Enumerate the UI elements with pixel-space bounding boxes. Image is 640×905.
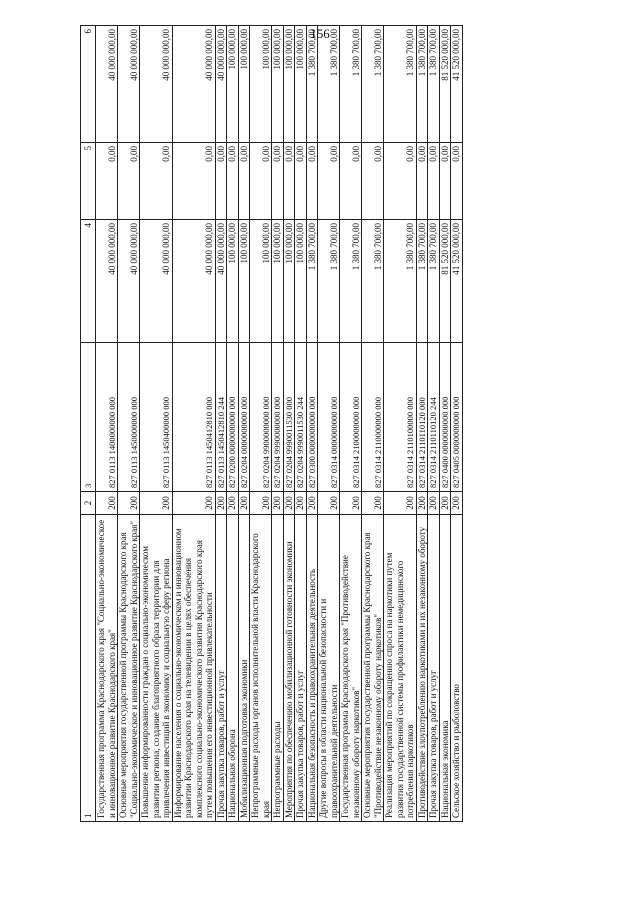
row-value4-cell: 1 380 700,00 bbox=[340, 220, 362, 343]
table-row bbox=[272, 26, 284, 822]
row-value5-cell: 0,00 bbox=[96, 143, 118, 220]
row-name-cell: Государственная программа Краснодарского края "Противодействие незаконному обороту наркотиков" bbox=[340, 515, 362, 822]
row-value6-cell: 1 380 700,00 bbox=[384, 26, 417, 143]
row-value6-cell: 100 000,00 bbox=[250, 26, 272, 143]
table-row bbox=[384, 26, 417, 822]
table-row bbox=[439, 26, 451, 822]
row-value6-cell: 40 000 000,00 bbox=[96, 26, 118, 143]
row-value4-cell: 100 000,00 bbox=[238, 220, 250, 343]
row-col2-cell: 200 bbox=[384, 492, 417, 515]
table-row bbox=[250, 26, 272, 822]
row-value6-cell: 1 380 700,00 bbox=[416, 26, 428, 143]
row-value5-cell: 0,00 bbox=[140, 143, 173, 220]
table-row bbox=[140, 26, 173, 822]
row-value6-cell: 100 000,00 bbox=[283, 26, 295, 143]
row-col2-cell: 200 bbox=[428, 492, 440, 515]
table-row bbox=[428, 26, 440, 822]
table-header-row bbox=[81, 26, 96, 822]
row-code-cell: 827 0113 1450400000 000 bbox=[140, 343, 173, 492]
row-value4-cell: 1 380 700,00 bbox=[428, 220, 440, 343]
table-row bbox=[238, 26, 250, 822]
row-col2-cell: 200 bbox=[96, 492, 118, 515]
row-code-cell: 827 0204 9990011530 000 bbox=[283, 343, 295, 492]
row-name-cell: Основные мероприятия государственной программы Краснодарского края "Противодействие незаконному обороту наркотиков" bbox=[362, 515, 384, 822]
row-name-cell: Национальная безопасность и правоохранительная деятельность bbox=[306, 515, 318, 822]
row-col2-cell: 200 bbox=[140, 492, 173, 515]
row-value4-cell: 100 000,00 bbox=[250, 220, 272, 343]
row-value4-cell: 81 520 000,00 bbox=[439, 220, 451, 343]
row-name-cell: Прочая закупка товаров, работ и услуг bbox=[428, 515, 440, 822]
row-value4-cell: 41 520 000,00 bbox=[451, 220, 463, 343]
row-value4-cell: 40 000 000,00 bbox=[140, 220, 173, 343]
row-col2-cell: 200 bbox=[172, 492, 215, 515]
row-name-cell: Прочая закупка товаров, работ и услуг bbox=[215, 515, 227, 822]
row-col2-cell: 200 bbox=[416, 492, 428, 515]
table-row bbox=[227, 26, 239, 822]
row-value5-cell: 0,00 bbox=[172, 143, 215, 220]
header-col-2: 2 bbox=[81, 492, 96, 515]
row-code-cell: 827 0400 0000000000 000 bbox=[439, 343, 451, 492]
row-code-cell: 827 0204 9990011530 244 bbox=[295, 343, 307, 492]
row-value4-cell: 1 380 700,00 bbox=[416, 220, 428, 343]
row-value5-cell: 0,00 bbox=[227, 143, 239, 220]
row-value5-cell: 0,00 bbox=[118, 143, 140, 220]
row-col2-cell: 200 bbox=[306, 492, 318, 515]
row-name-cell: Непрограммные расходы bbox=[272, 515, 284, 822]
row-code-cell: 827 0314 2100000000 000 bbox=[340, 343, 362, 492]
row-code-cell: 827 0314 2110110120 244 bbox=[428, 343, 440, 492]
row-code-cell: 827 0113 1450000000 000 bbox=[118, 343, 140, 492]
row-col2-cell: 200 bbox=[295, 492, 307, 515]
row-name-cell: Национальная оборона bbox=[227, 515, 239, 822]
row-code-cell: 827 0314 2110100000 000 bbox=[384, 343, 417, 492]
header-col-6: 6 bbox=[81, 26, 96, 143]
row-col2-cell: 200 bbox=[451, 492, 463, 515]
header-col-3: 3 bbox=[81, 343, 96, 492]
row-value4-cell: 1 380 700,00 bbox=[384, 220, 417, 343]
row-value5-cell: 0,00 bbox=[318, 143, 340, 220]
row-value6-cell: 81 520 000,00 bbox=[439, 26, 451, 143]
row-value6-cell: 1 380 700,00 bbox=[318, 26, 340, 143]
row-code-cell: 827 0204 0000000000 000 bbox=[238, 343, 250, 492]
table-row bbox=[295, 26, 307, 822]
row-name-cell: Другие вопросы в области национальной безопасности и правоохранительной деятельности bbox=[318, 515, 340, 822]
row-name-cell: Противодействие злоупотреблению наркотиками и их незаконному обороту bbox=[416, 515, 428, 822]
row-col2-cell: 200 bbox=[340, 492, 362, 515]
row-value4-cell: 40 000 000,00 bbox=[172, 220, 215, 343]
row-value6-cell: 1 380 700,00 bbox=[306, 26, 318, 143]
row-code-cell: 827 0204 9990000000 000 bbox=[272, 343, 284, 492]
row-value5-cell: 0,00 bbox=[416, 143, 428, 220]
row-value6-cell: 100 000,00 bbox=[227, 26, 239, 143]
budget-table bbox=[80, 25, 463, 822]
row-value5-cell: 0,00 bbox=[362, 143, 384, 220]
row-code-cell: 827 0200 0000000000 000 bbox=[227, 343, 239, 492]
row-col2-cell: 200 bbox=[238, 492, 250, 515]
row-code-cell: 827 0314 2110110120 000 bbox=[416, 343, 428, 492]
row-value6-cell: 41 520 000,00 bbox=[451, 26, 463, 143]
row-value4-cell: 40 000 000,00 bbox=[118, 220, 140, 343]
table-row bbox=[172, 26, 215, 822]
row-value6-cell: 40 000 000,00 bbox=[140, 26, 173, 143]
table-row bbox=[318, 26, 340, 822]
row-name-cell: Национальная экономика bbox=[439, 515, 451, 822]
row-value6-cell: 100 000,00 bbox=[295, 26, 307, 143]
row-value4-cell: 100 000,00 bbox=[272, 220, 284, 343]
row-name-cell: Информирование населения о социально-экономическом и инновационном развитии Краснодарского края на телевидении в целях обеспечения комплексного социально-экономического развития Краснодарского края путем повышения его инвестиционной привлекательности bbox=[172, 515, 215, 822]
row-col2-cell: 200 bbox=[439, 492, 451, 515]
table-row bbox=[306, 26, 318, 822]
row-value4-cell: 40 000 000,00 bbox=[215, 220, 227, 343]
table-row bbox=[118, 26, 140, 822]
table-row bbox=[416, 26, 428, 822]
row-value5-cell: 0,00 bbox=[384, 143, 417, 220]
row-name-cell: Государственная программа Краснодарского края "Социально-экономическое и инновационное развитие Краснодарского края" bbox=[96, 515, 118, 822]
row-name-cell: Прочая закупка товаров, работ и услуг bbox=[295, 515, 307, 822]
row-value6-cell: 40 000 000,00 bbox=[172, 26, 215, 143]
row-code-cell: 827 0314 2110000000 000 bbox=[362, 343, 384, 492]
row-value6-cell: 100 000,00 bbox=[238, 26, 250, 143]
table-body bbox=[96, 26, 463, 822]
row-col2-cell: 200 bbox=[118, 492, 140, 515]
row-value5-cell: 0,00 bbox=[306, 143, 318, 220]
row-value5-cell: 0,00 bbox=[439, 143, 451, 220]
row-code-cell: 827 0204 9900000000 000 bbox=[250, 343, 272, 492]
row-code-cell: 827 0113 1450412810 244 bbox=[215, 343, 227, 492]
row-name-cell: Непрограммные расходы органов исполнительной власти Краснодарского края bbox=[250, 515, 272, 822]
page-number: 156 bbox=[310, 26, 330, 41]
row-value5-cell: 0,00 bbox=[428, 143, 440, 220]
row-col2-cell: 200 bbox=[250, 492, 272, 515]
row-value4-cell: 100 000,00 bbox=[227, 220, 239, 343]
row-code-cell: 827 0113 1450412810 000 bbox=[172, 343, 215, 492]
table-row bbox=[340, 26, 362, 822]
row-col2-cell: 200 bbox=[227, 492, 239, 515]
row-value5-cell: 0,00 bbox=[451, 143, 463, 220]
row-value6-cell: 1 380 700,00 bbox=[362, 26, 384, 143]
row-value4-cell: 100 000,00 bbox=[295, 220, 307, 343]
row-value6-cell: 40 000 000,00 bbox=[215, 26, 227, 143]
row-value6-cell: 100 000,00 bbox=[272, 26, 284, 143]
row-value6-cell: 1 380 700,00 bbox=[340, 26, 362, 143]
row-value5-cell: 0,00 bbox=[215, 143, 227, 220]
row-col2-cell: 200 bbox=[215, 492, 227, 515]
row-col2-cell: 200 bbox=[283, 492, 295, 515]
row-value5-cell: 0,00 bbox=[250, 143, 272, 220]
table-row bbox=[362, 26, 384, 822]
row-value5-cell: 0,00 bbox=[340, 143, 362, 220]
table-row bbox=[215, 26, 227, 822]
header-col-1: 1 bbox=[81, 515, 96, 822]
row-name-cell: Мобилизационная подготовка экономики bbox=[238, 515, 250, 822]
row-col2-cell: 200 bbox=[362, 492, 384, 515]
row-value4-cell: 40 000 000,00 bbox=[96, 220, 118, 343]
row-code-cell: 827 0300 0000000000 000 bbox=[306, 343, 318, 492]
table-row bbox=[451, 26, 463, 822]
row-value4-cell: 1 380 700,00 bbox=[362, 220, 384, 343]
row-value5-cell: 0,00 bbox=[272, 143, 284, 220]
row-code-cell: 827 0405 0000000000 000 bbox=[451, 343, 463, 492]
row-code-cell: 827 0314 0000000000 000 bbox=[318, 343, 340, 492]
row-name-cell: Повышение информированности граждан о социально-экономическом развитии региона, создание благоприятного образа территории для привлечения инвестиций в экономику и социальную сферу региона bbox=[140, 515, 173, 822]
row-col2-cell: 200 bbox=[272, 492, 284, 515]
row-value5-cell: 0,00 bbox=[295, 143, 307, 220]
row-value4-cell: 1 380 700,00 bbox=[318, 220, 340, 343]
header-col-4: 4 bbox=[81, 220, 96, 343]
row-col2-cell: 200 bbox=[318, 492, 340, 515]
row-value6-cell: 40 000 000,00 bbox=[118, 26, 140, 143]
row-value5-cell: 0,00 bbox=[283, 143, 295, 220]
row-name-cell: Реализация мероприятий по сокращению спроса на наркотики путем развития государственной системы профилактики немедицинского потребления наркотиков bbox=[384, 515, 417, 822]
row-name-cell: Мероприятия по обеспечению мобилизационной готовности экономики bbox=[283, 515, 295, 822]
row-value6-cell: 1 380 700,00 bbox=[428, 26, 440, 143]
row-name-cell: Сельское хозяйство и рыболовство bbox=[451, 515, 463, 822]
row-code-cell: 827 0113 1400000000 000 bbox=[96, 343, 118, 492]
table-row bbox=[283, 26, 295, 822]
row-value5-cell: 0,00 bbox=[238, 143, 250, 220]
header-col-5: 5 bbox=[81, 143, 96, 220]
row-name-cell: Основные мероприятия государственной программы Краснодарского края "Социально-экономическое и инновационное развитие Краснодарского края" bbox=[118, 515, 140, 822]
row-value4-cell: 100 000,00 bbox=[283, 220, 295, 343]
row-value4-cell: 1 380 700,00 bbox=[306, 220, 318, 343]
table-row bbox=[96, 26, 118, 822]
